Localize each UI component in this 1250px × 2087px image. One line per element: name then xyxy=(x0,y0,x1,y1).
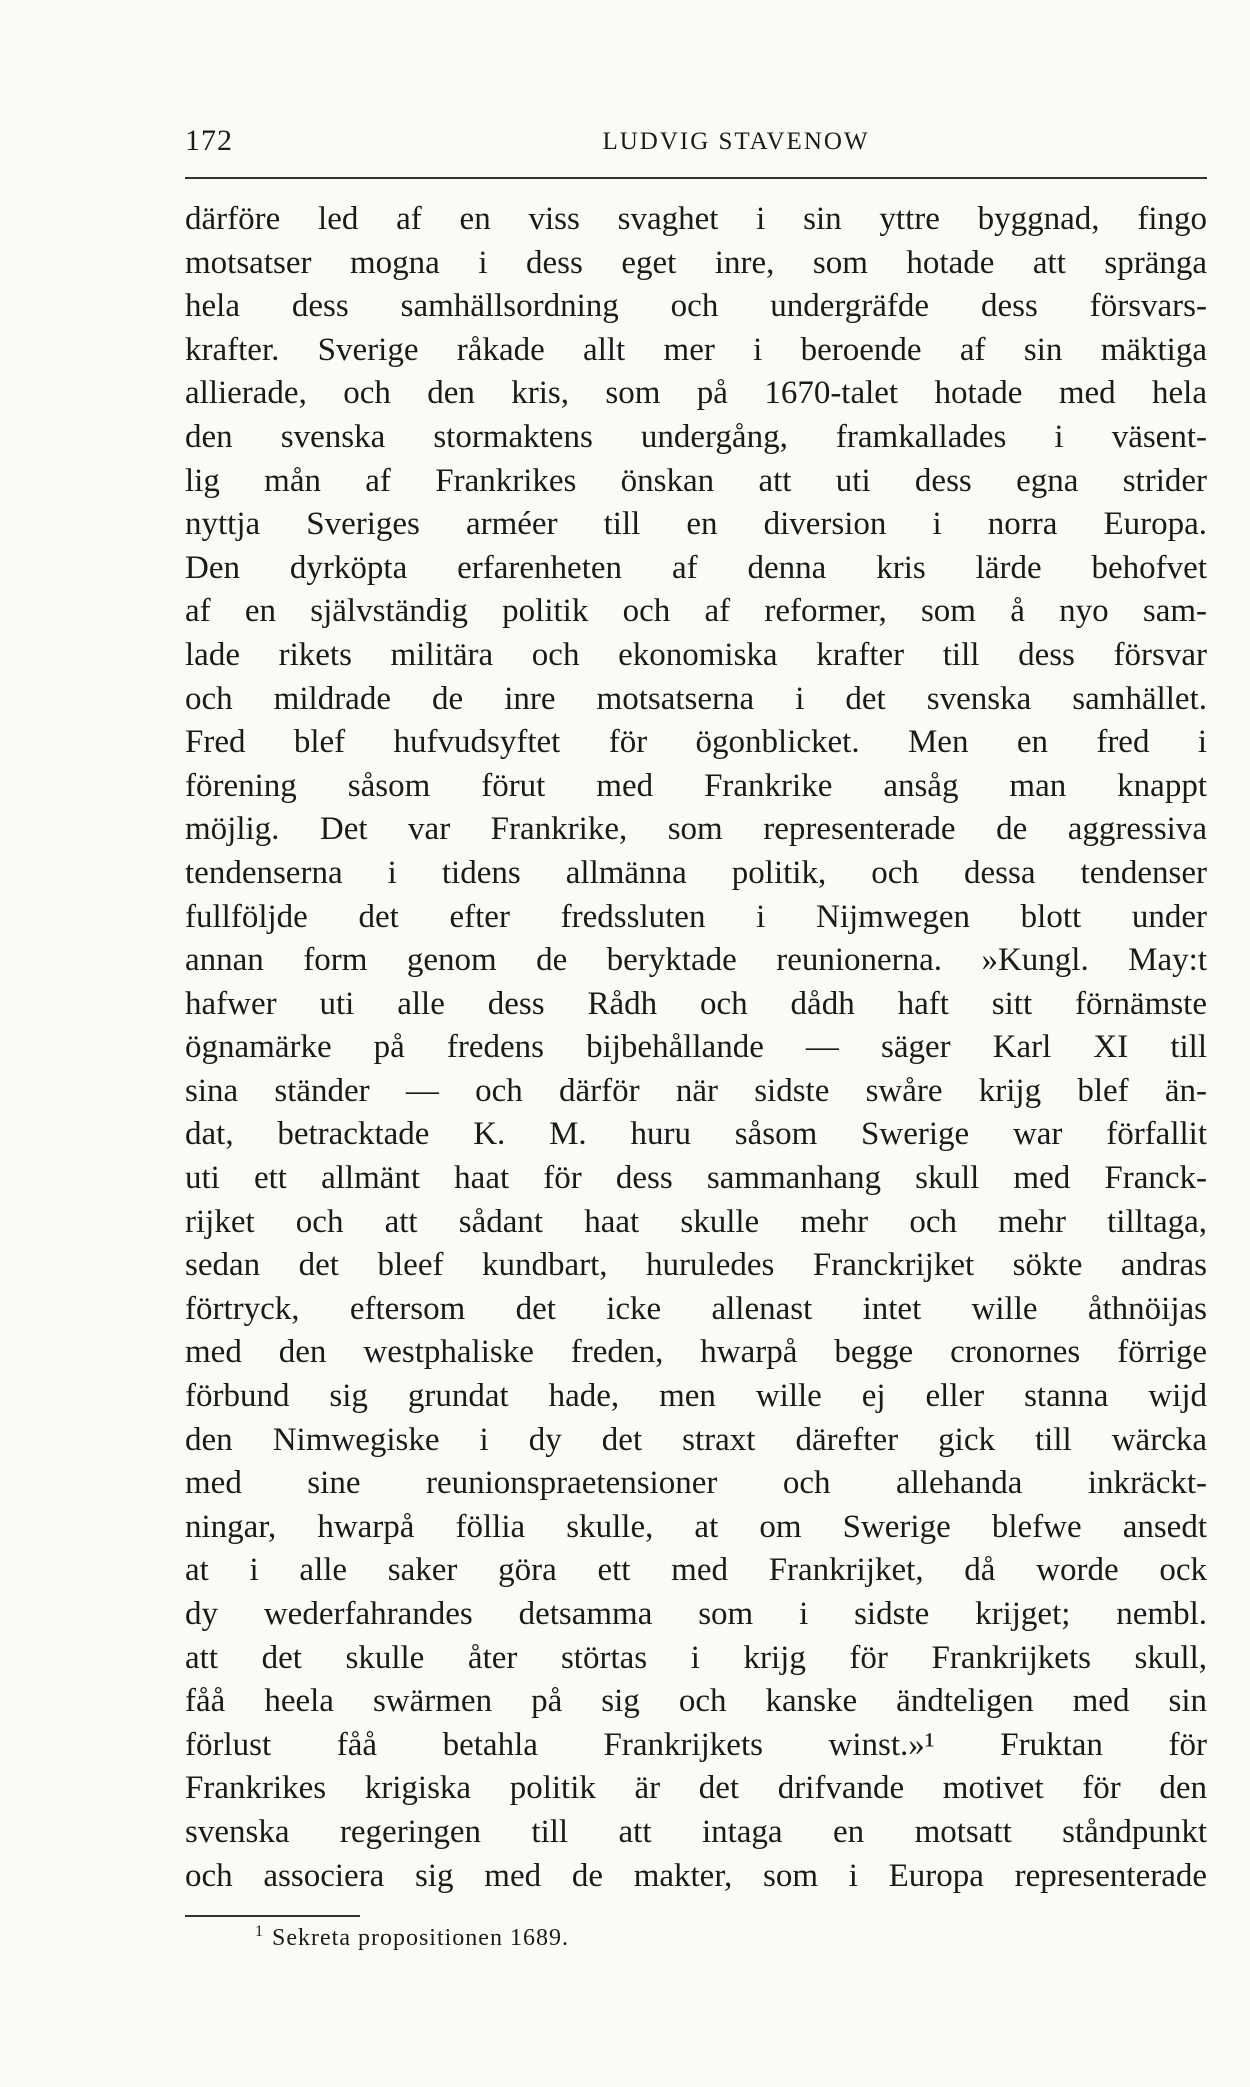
text-line: förening såsom förut med Frankrike ansåg man knappt xyxy=(185,767,1207,804)
page-header xyxy=(185,124,1207,164)
header-rule xyxy=(185,177,1207,179)
text-line: därföre led af en viss svaghet i sin yttre byggnad, fingo xyxy=(185,201,1207,237)
text-line: dat, betracktade K. M. huru såsom Swerige war förfallit xyxy=(185,1116,1207,1153)
text-line: med den westphaliske freden, hwarpå begge cronornes förrige xyxy=(185,1334,1207,1371)
text-line: rijket och att sådant haat skulle mehr och mehr tilltaga, xyxy=(185,1203,1207,1240)
text-line: sina ständer — och därför när sidste swåre krijg blef än- xyxy=(185,1072,1207,1109)
text-line: lade rikets militära och ekonomiska krafter till dess försvar xyxy=(185,636,1207,673)
text-line: Fred blef hufvudsyftet för ögonblicket. Men en fred i xyxy=(185,724,1207,761)
text-line: sedan det bleef kundbart, huruledes Franckrijket sökte andras xyxy=(185,1247,1207,1284)
text-line: Den dyrköpta erfarenheten af denna kris lärde behofvet xyxy=(185,549,1207,586)
text-line: dy wederfahrandes detsamma som i sidste krijget; nembl. xyxy=(185,1596,1207,1632)
footnote-marker: 1 xyxy=(255,1923,264,1940)
text-line: och associera sig med de makter, som i Europa representerade xyxy=(185,1857,1207,1894)
text-line: svenska regeringen till att intaga en motsatt ståndpunkt xyxy=(185,1813,1207,1850)
text-line: at i alle saker göra ett med Frankrijket, då worde ock xyxy=(185,1552,1207,1589)
text-line: med sine reunionspraetensioner och allehanda inkräckt- xyxy=(185,1465,1207,1502)
text-line: fåå heela swärmen på sig och kanske ändteligen med sin xyxy=(185,1683,1207,1720)
text-line: fullföljde det efter fredssluten i Nijmwegen blott under xyxy=(185,898,1207,935)
text-line: förlust fåå betahla Frankrijkets winst.»¹ Fruktan för xyxy=(185,1726,1207,1763)
text-line: motsatser mogna i dess eget inre, som hotade att spränga xyxy=(185,244,1207,281)
footnote-text: Sekreta propositionen 1689. xyxy=(272,1925,569,1951)
text-line: den svenska stormaktens undergång, framkallades i väsent- xyxy=(185,418,1207,455)
text-line: ningar, hwarpå föllia skulle, at om Swerige blefwe ansedt xyxy=(185,1508,1207,1545)
text-line: lig mån af Frankrikes önskan att uti dess egna strider xyxy=(185,462,1207,499)
text-line: att det skulle åter störtas i krijg för Frankrijkets skull, xyxy=(185,1639,1207,1676)
text-line: annan form genom de beryktade reunionerna. »Kungl. May:t xyxy=(185,942,1207,979)
text-line: hafwer uti alle dess Rådh och dådh haft sitt förnämste xyxy=(185,985,1207,1022)
text-line: ögnamärke på fredens bijbehållande — säger Karl XI till xyxy=(185,1029,1207,1066)
text-line: krafter. Sverige råkade allt mer i beroende af sin mäktiga xyxy=(185,331,1207,368)
body-text xyxy=(185,198,1207,1898)
running-head: LUDVIG STAVENOW xyxy=(602,128,870,155)
text-line: uti ett allmänt haat för dess sammanhang skull med Franck- xyxy=(185,1160,1207,1197)
text-line: och mildrade de inre motsatserna i det svenska samhället. xyxy=(185,680,1207,717)
page-number: 172 xyxy=(185,124,233,157)
text-line: den Nimwegiske i dy det straxt därefter gick till wärcka xyxy=(185,1421,1207,1458)
text-line: möjlig. Det var Frankrike, som representerade de aggressiva xyxy=(185,811,1207,848)
text-line: förtryck, eftersom det icke allenast intet wille åthnöijas xyxy=(185,1290,1207,1327)
text-line: förbund sig grundat hade, men wille ej eller stanna wijd xyxy=(185,1378,1207,1415)
footnote-rule xyxy=(185,1915,360,1917)
footnote xyxy=(255,1923,569,1952)
text-line: Frankrikes krigiska politik är det drifvande motivet för den xyxy=(185,1770,1207,1807)
text-line: tendenserna i tidens allmänna politik, och dessa tendenser xyxy=(185,854,1207,891)
text-line: nyttja Sveriges arméer till en diversion i norra Europa. xyxy=(185,506,1207,543)
text-line: hela dess samhällsordning och undergräfde dess försvars- xyxy=(185,288,1207,325)
text-line: af en självständig politik och af reformer, som å nyo sam- xyxy=(185,593,1207,630)
text-line: allierade, och den kris, som på 1670-talet hotade med hela xyxy=(185,375,1207,412)
